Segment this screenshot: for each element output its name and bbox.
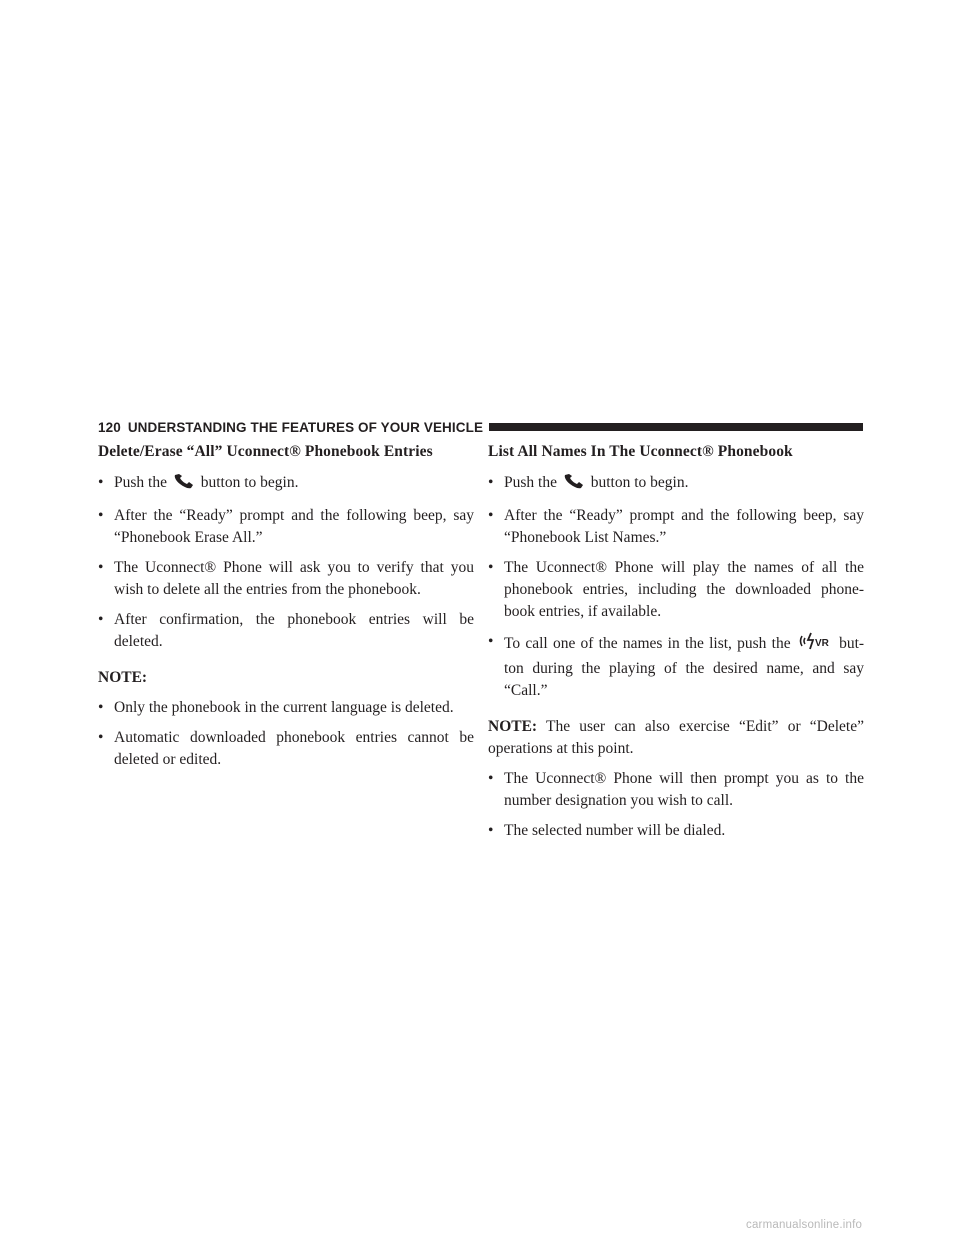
item-text: To call one of the names in the list, push the — [504, 635, 791, 652]
bullet: • — [98, 559, 104, 576]
list-item — [488, 472, 864, 497]
item-text: Only the phonebook in the current language is deleted. — [114, 699, 454, 716]
bullet: • — [98, 699, 104, 716]
item-text: The Uconnect® Phone will ask you to verify that you wish to delete all the entries from the phonebook. — [114, 559, 474, 598]
header-rule — [489, 423, 863, 431]
list-item — [488, 557, 864, 623]
page-header-text — [98, 420, 483, 435]
svg-text:VR: VR — [814, 638, 829, 649]
bullet: • — [488, 633, 494, 650]
list-item — [98, 505, 474, 549]
list-item — [488, 768, 864, 812]
item-text: The Uconnect® Phone will play the names of all the phonebook entries, including the downloaded phone-book entries, if available. — [504, 559, 864, 620]
page-number: 120 — [98, 419, 121, 435]
bullet: • — [488, 474, 494, 491]
note-text: The user can also exercise “Edit” or “Delete” operations at this point. — [488, 718, 864, 757]
list-item — [488, 820, 864, 842]
page-header — [98, 418, 863, 436]
bullet: • — [488, 770, 494, 787]
list-item — [98, 609, 474, 653]
list-item — [98, 472, 474, 497]
list-item — [488, 631, 864, 702]
right-heading: List All Names In The Uconnect® Phonebook — [488, 443, 793, 460]
bullet: • — [488, 507, 494, 524]
list-item — [98, 697, 474, 719]
list-item — [98, 557, 474, 601]
item-text: After confirmation, the phonebook entries will be deleted. — [114, 611, 474, 650]
left-heading: Delete/Erase “All” Uconnect® Phonebook Entries — [98, 443, 433, 460]
list-item — [488, 505, 864, 549]
watermark-link[interactable]: carmanualsonline.info — [746, 1219, 863, 1231]
right-column — [488, 441, 864, 850]
bullet: • — [98, 507, 104, 524]
item-text: After the “Ready” prompt and the following beep, say “Phonebook Erase All.” — [114, 507, 474, 546]
item-text: but-ton during the playing of the desired name, and say “Call.” — [504, 635, 865, 699]
section-title: UNDERSTANDING THE FEATURES OF YOUR VEHICLE — [127, 419, 484, 435]
item-text: Push the — [504, 474, 557, 491]
bullet: • — [488, 559, 494, 576]
bullet: • — [98, 611, 104, 628]
note-label: NOTE: — [98, 669, 148, 686]
bullet: • — [488, 822, 494, 839]
bullet: • — [98, 474, 104, 491]
note-label: NOTE: — [488, 718, 538, 735]
bullet: • — [98, 729, 104, 746]
item-text: button to begin. — [590, 474, 689, 491]
phone-icon — [563, 474, 585, 497]
item-text: The Uconnect® Phone will then prompt you as to the number designation you wish to call. — [504, 770, 864, 809]
item-text: Automatic downloaded phonebook entries cannot be deleted or edited. — [114, 729, 474, 768]
phone-icon — [173, 474, 195, 497]
item-text: button to begin. — [200, 474, 299, 491]
list-item — [98, 727, 474, 771]
item-text: The selected number will be dialed. — [504, 822, 726, 839]
left-column — [98, 441, 474, 779]
note-paragraph — [488, 716, 864, 760]
item-text: Push the — [114, 474, 167, 491]
item-text: After the “Ready” prompt and the following beep, say “Phonebook List Names.” — [504, 507, 864, 546]
voice-recognition-icon — [798, 631, 832, 658]
